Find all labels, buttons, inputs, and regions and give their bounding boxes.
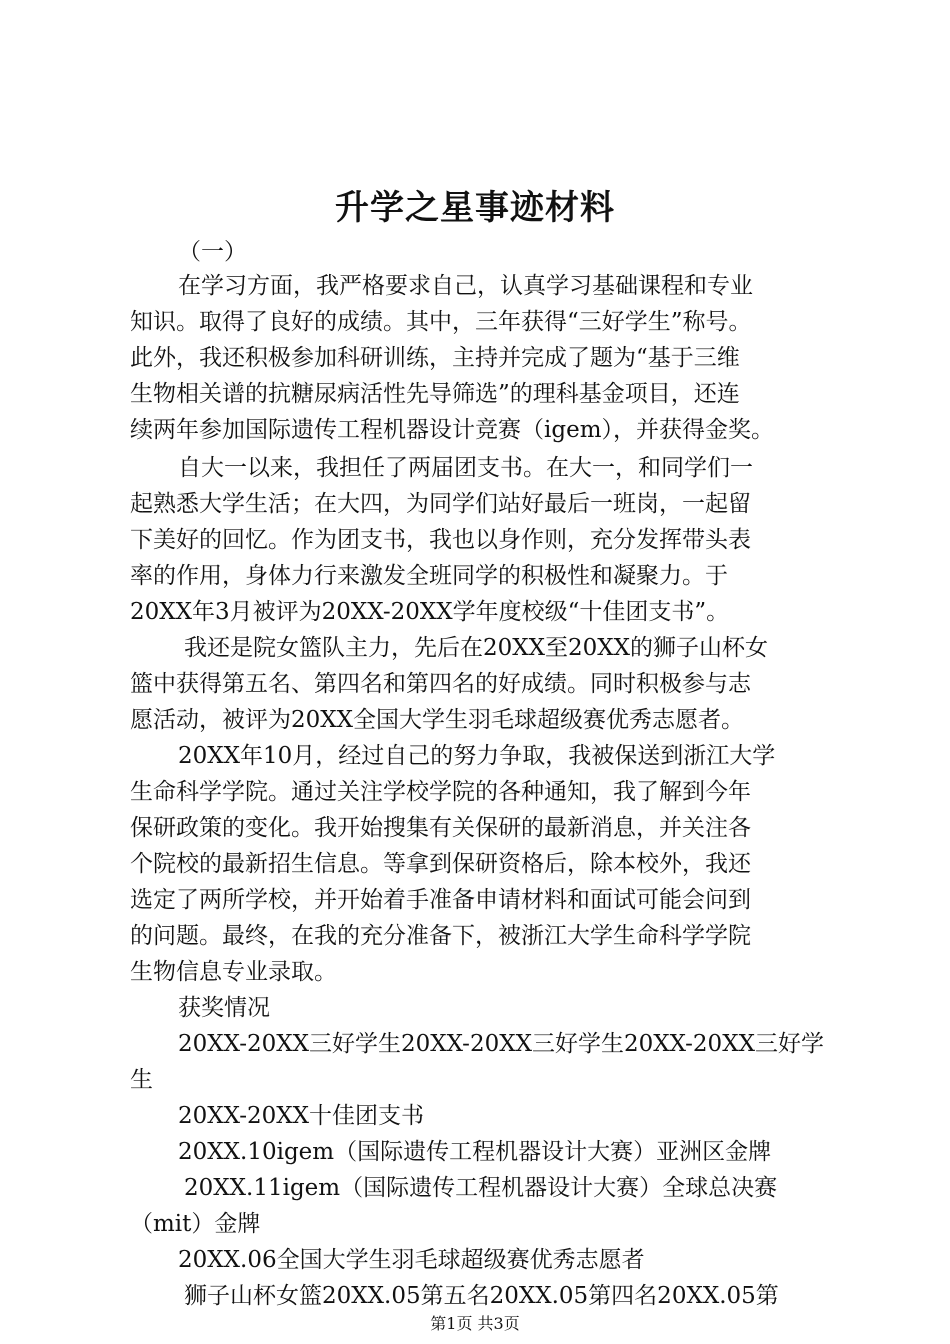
paragraph-line: 生物相关谱的抗糖尿病活性先导筛选”的理科基金项目，还连 [130, 381, 740, 407]
award-line: （mit）金牌 [130, 1211, 261, 1237]
page-footer: 第1页 共3页 [430, 1314, 520, 1333]
paragraph-line: 我还是院女篮队主力，先后在20XX至20XX的狮子山杯女 [184, 635, 769, 661]
paragraph-line: 此外，我还积极参加科研训练，主持并完成了题为“基于三维 [130, 345, 740, 371]
award-line: 20XX.10igem（国际遗传工程机器设计大赛）亚洲区金牌 [178, 1139, 772, 1165]
section-heading: （一） [178, 239, 247, 265]
paragraph-line: 生物信息专业录取。 [130, 959, 337, 985]
paragraph-line: 个院校的最新招生信息。等拿到保研资格后，除本校外，我还 [130, 851, 751, 877]
paragraph-line: 选定了两所学校，并开始着手准备申请材料和面试可能会问到 [130, 887, 751, 913]
paragraph-line: 愿活动，被评为20XX全国大学生羽毛球超级赛优秀志愿者。 [130, 707, 745, 733]
paragraph-line: 起熟悉大学生活；在大四，为同学们站好最后一班岗，一起留 [130, 491, 751, 517]
paragraph-line: 20XX年3月被评为20XX-20XX学年度校级“十佳团支书”。 [130, 599, 730, 625]
paragraph-line: 篮中获得第五名、第四名和第四名的好成绩。同时积极参与志 [130, 671, 751, 697]
award-line: 20XX.06全国大学生羽毛球超级赛优秀志愿者 [178, 1247, 645, 1273]
paragraph-line: 自大一以来，我担任了两届团支书。在大一，和同学们一 [178, 455, 753, 481]
paragraph-line: 在学习方面，我严格要求自己，认真学习基础课程和专业 [178, 273, 753, 299]
award-line: 20XX-20XX十佳团支书 [178, 1103, 424, 1129]
award-line: 狮子山杯女篮20XX.05第五名20XX.05第四名20XX.05第 [184, 1283, 779, 1309]
document-title: 升学之星事迹材料 [335, 188, 615, 228]
paragraph-line: 下美好的回忆。作为团支书，我也以身作则，充分发挥带头表 [130, 527, 751, 553]
awards-heading: 获奖情况 [178, 995, 270, 1021]
paragraph-line: 率的作用，身体力行来激发全班同学的积极性和凝聚力。于 [130, 563, 728, 589]
paragraph-line: 生命科学学院。通过关注学校学院的各种通知，我了解到今年 [130, 779, 751, 805]
paragraph-line: 保研政策的变化。我开始搜集有关保研的最新消息，并关注各 [130, 815, 751, 841]
award-line: 生 [130, 1067, 153, 1093]
paragraph-line: 知识。取得了良好的成绩。其中，三年获得“三好学生”称号。 [130, 309, 752, 335]
paragraph-line: 20XX年10月，经过自己的努力争取，我被保送到浙江大学 [178, 743, 776, 769]
award-line: 20XX-20XX三好学生20XX-20XX三好学生20XX-20XX三好学 [178, 1031, 824, 1057]
award-line: 20XX.11igem（国际遗传工程机器设计大赛）全球总决赛 [184, 1175, 778, 1201]
paragraph-line: 的问题。最终，在我的充分准备下，被浙江大学生命科学学院 [130, 923, 751, 949]
paragraph-line: 续两年参加国际遗传工程机器设计竞赛（igem），并获得金奖。 [130, 417, 774, 443]
